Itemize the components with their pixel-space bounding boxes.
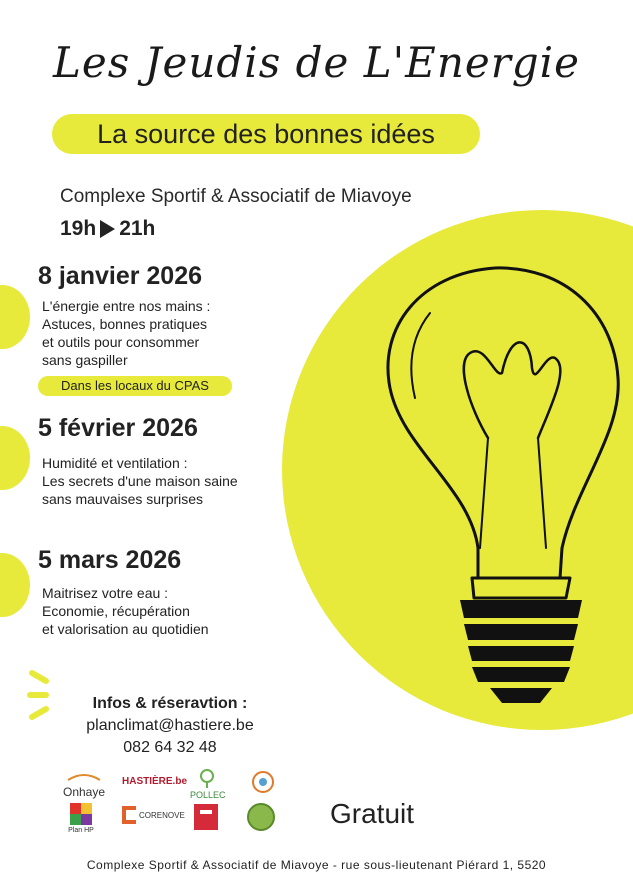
- event-2-line: Humidité et ventilation :: [42, 455, 188, 471]
- event-date-3: 5 mars 2026: [38, 546, 182, 574]
- partner-round-logo-icon: [246, 802, 276, 832]
- event-desc-2: [42, 454, 238, 508]
- logo-onhaye: Onhaye: [60, 770, 108, 799]
- footer-address: Complexe Sportif & Associatif de Miavoye - rue sous-lieutenant Piérard 1, 5520: [86, 858, 547, 872]
- location-badge: Dans les locaux du CPAS: [38, 376, 232, 396]
- page-title: Les Jeudis de L'Energie: [53, 38, 580, 87]
- logo-pollec: POLLEC: [190, 768, 224, 800]
- partner-red-logo-icon: [194, 804, 218, 830]
- event-2-line: Les secrets d'une maison saine: [42, 473, 238, 489]
- event-1-line: Astuces, bonnes pratiques: [42, 316, 207, 332]
- event-3-line: Maitrisez votre eau :: [42, 585, 169, 601]
- subtitle-banner: La source des bonnes idées: [52, 114, 480, 154]
- event-1-line: sans gaspiller: [42, 352, 128, 368]
- contact-block: [60, 693, 280, 759]
- corenove-mark-icon: [122, 806, 136, 824]
- contact-email[interactable]: planclimat@hastiere.be: [86, 717, 254, 734]
- event-desc-3: [42, 584, 209, 638]
- event-3-line: Economie, récupération: [42, 603, 190, 619]
- side-dot-3: [0, 553, 30, 617]
- hours-start: 19h: [60, 217, 97, 240]
- hours: [60, 217, 155, 241]
- event-date-2: 5 février 2026: [38, 414, 198, 442]
- sun-rays-icon: [26, 665, 56, 725]
- side-dot-2: [0, 426, 30, 490]
- contact-label: Infos & réseravtion :: [92, 695, 248, 712]
- plan-hp-mark-icon: [70, 803, 92, 825]
- partner-logo-icon: [246, 768, 280, 798]
- play-arrow-icon: [100, 220, 115, 238]
- event-2-line: sans mauvaises surprises: [42, 491, 204, 507]
- event-3-line: et valorisation au quotidien: [42, 621, 209, 637]
- contact-phone[interactable]: 082 64 32 48: [123, 739, 217, 756]
- logo-hastiere: HASTIÈRE.be: [122, 776, 188, 787]
- event-date-1: 8 janvier 2026: [38, 262, 203, 290]
- logo-corenove: CORENOVE: [122, 806, 185, 824]
- price-label: Gratuit: [330, 798, 415, 829]
- event-1-line: L'énergie entre nos mains :: [42, 298, 211, 314]
- event-1-line: et outils pour consommer: [42, 334, 200, 350]
- event-desc-1: [42, 297, 210, 369]
- pollec-mark-icon: [197, 768, 217, 788]
- venue-text: Complexe Sportif & Associatif de Miavoye: [60, 186, 412, 207]
- logo-plan-hp: Plan HP: [66, 803, 96, 834]
- onhaye-mark-icon: [64, 770, 104, 782]
- light-bulb-icon: [360, 258, 630, 720]
- side-dot-1: [0, 285, 30, 349]
- hours-end: 21h: [119, 217, 156, 240]
